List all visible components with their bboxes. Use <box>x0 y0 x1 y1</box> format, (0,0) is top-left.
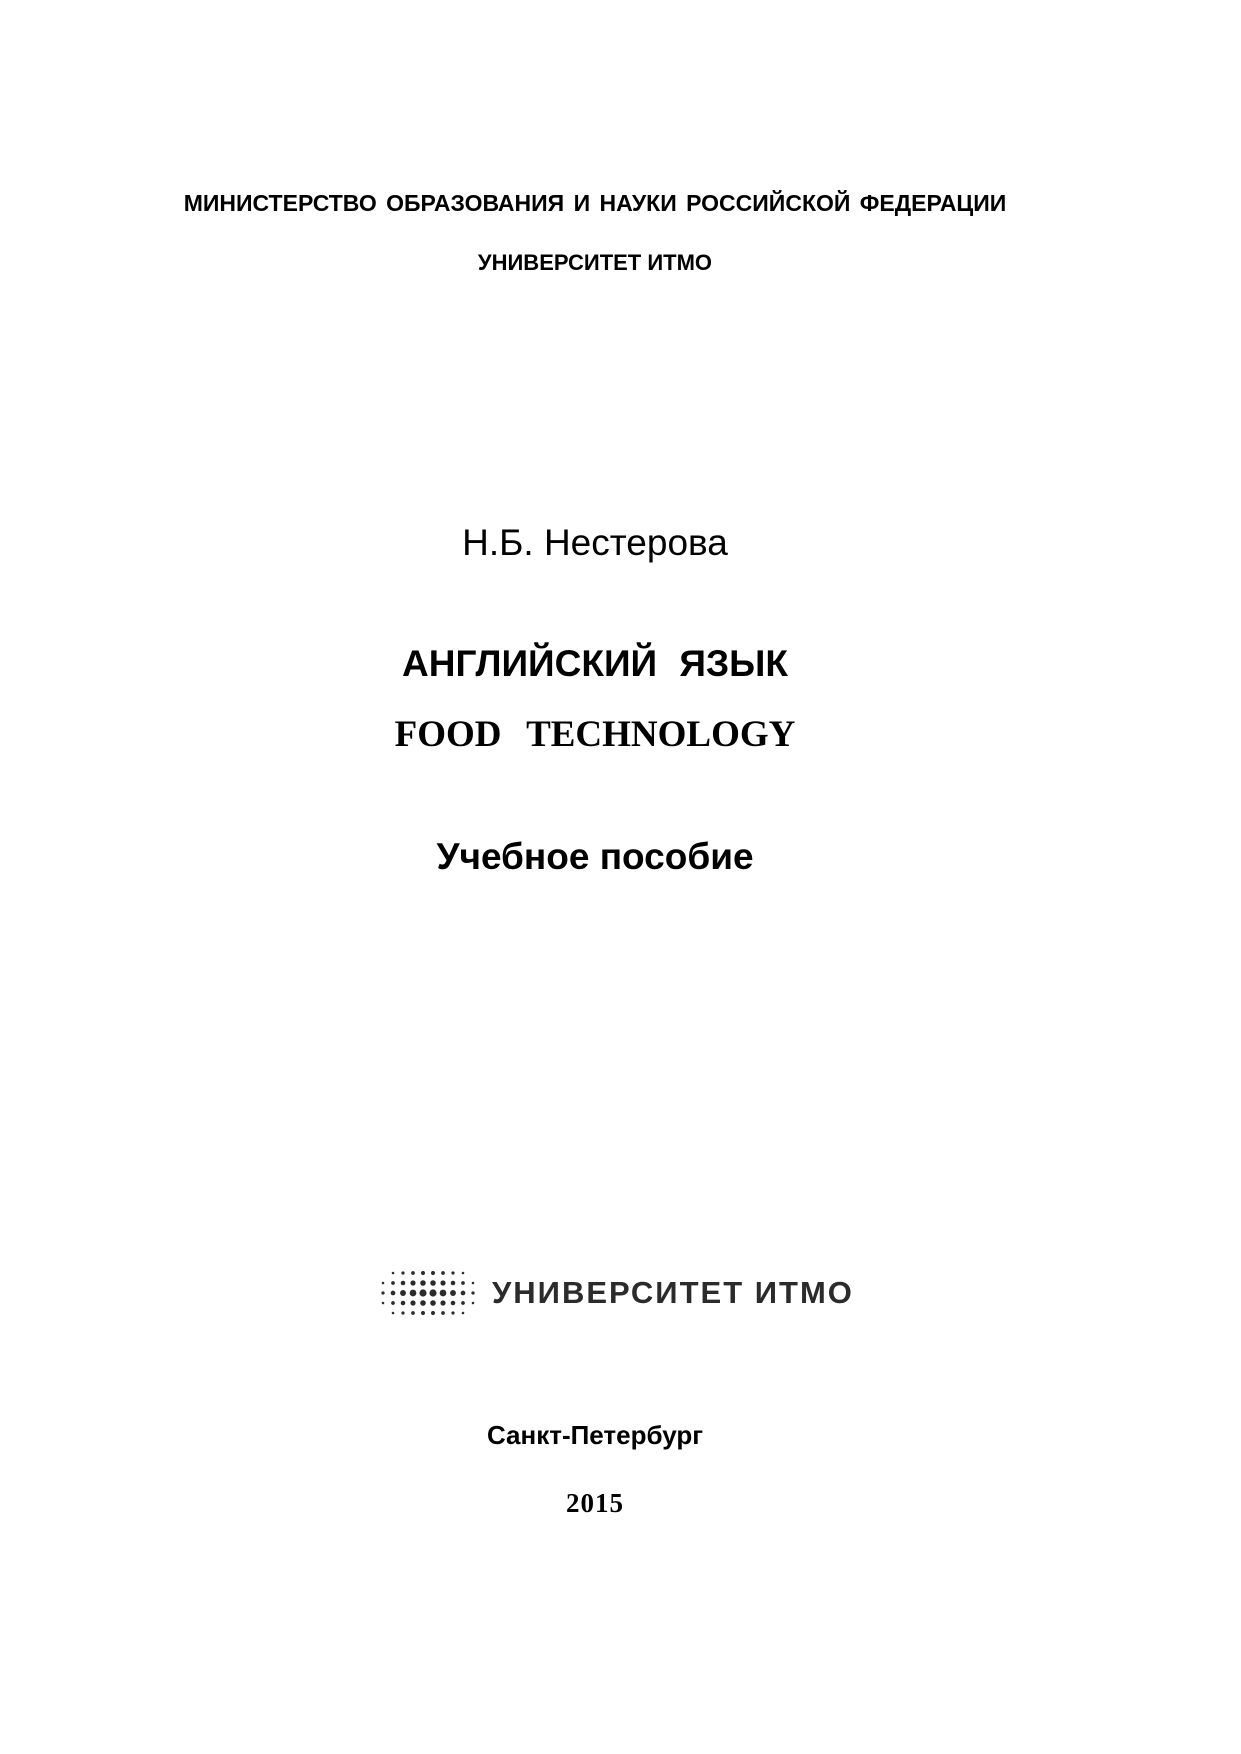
logo-dot <box>430 1280 436 1286</box>
logo-dot <box>421 1271 425 1275</box>
logo-dot <box>471 1291 474 1294</box>
logo-text: УНИВЕРСИТЕТ ИТМО <box>492 1275 854 1310</box>
logo-dot <box>451 1311 454 1314</box>
logo-dot <box>391 1291 396 1296</box>
logo-dot <box>410 1300 415 1305</box>
logo-dot <box>431 1311 435 1315</box>
logo-dot <box>410 1280 415 1285</box>
logo-dot <box>382 1282 385 1285</box>
logo-dot <box>451 1281 456 1286</box>
year: 2015 <box>566 1488 624 1518</box>
logo-dot <box>441 1311 445 1315</box>
logo-dot <box>472 1282 475 1285</box>
logo-dot <box>420 1300 426 1306</box>
logo-dot <box>462 1272 465 1275</box>
logo-dot <box>451 1301 456 1306</box>
logo-dot <box>382 1302 385 1305</box>
logo-dot <box>401 1281 406 1286</box>
logo-dot <box>391 1301 395 1305</box>
university-heading: УНИВЕРСИТЕТ ИТМО <box>477 250 713 275</box>
logo-dot <box>381 1291 384 1294</box>
logo-dot <box>461 1301 465 1305</box>
city: Санкт-Петербург <box>486 1420 704 1450</box>
logo-dot <box>421 1311 425 1315</box>
logo-dot <box>462 1312 465 1315</box>
logo-dot <box>420 1280 426 1286</box>
ministry-heading: МИНИСТЕРСТВО ОБРАЗОВАНИЯ И НАУКИ РОССИЙСКОЙ ФЕДЕРАЦИИ <box>183 190 1007 216</box>
logo-dot <box>440 1300 445 1305</box>
logo-dot <box>400 1290 406 1296</box>
itmo-logo <box>378 1268 854 1318</box>
logo-dot <box>440 1290 447 1297</box>
logo-dot <box>441 1271 445 1275</box>
logo-dot <box>401 1301 406 1306</box>
logo-dot <box>401 1271 404 1274</box>
logo-dot <box>419 1289 426 1296</box>
logo-dot <box>431 1271 435 1275</box>
logo-dot <box>430 1300 436 1306</box>
logo-dot <box>411 1311 415 1315</box>
logo-dot <box>461 1281 465 1285</box>
logo-dot <box>392 1312 395 1315</box>
logo-dot <box>411 1271 415 1275</box>
logo-dot <box>401 1311 404 1314</box>
logo-dot <box>391 1281 395 1285</box>
logo-dot <box>410 1290 417 1297</box>
dot-matrix-logo-icon <box>378 1268 478 1318</box>
title-english: FOOD TECHNOLOGY <box>394 714 796 755</box>
document-type: Учебное пособие <box>436 836 754 877</box>
logo-dot <box>461 1291 466 1296</box>
logo-dot <box>440 1280 445 1285</box>
logo-dot <box>392 1272 395 1275</box>
logo-dot <box>429 1289 436 1296</box>
logo-dot <box>450 1290 456 1296</box>
logo-dot <box>472 1302 475 1305</box>
title-russian: АНГЛИЙСКИЙ ЯЗЫК <box>402 643 788 684</box>
author-name: Н.Б. Нестерова <box>462 522 728 563</box>
logo-dot <box>451 1271 454 1274</box>
